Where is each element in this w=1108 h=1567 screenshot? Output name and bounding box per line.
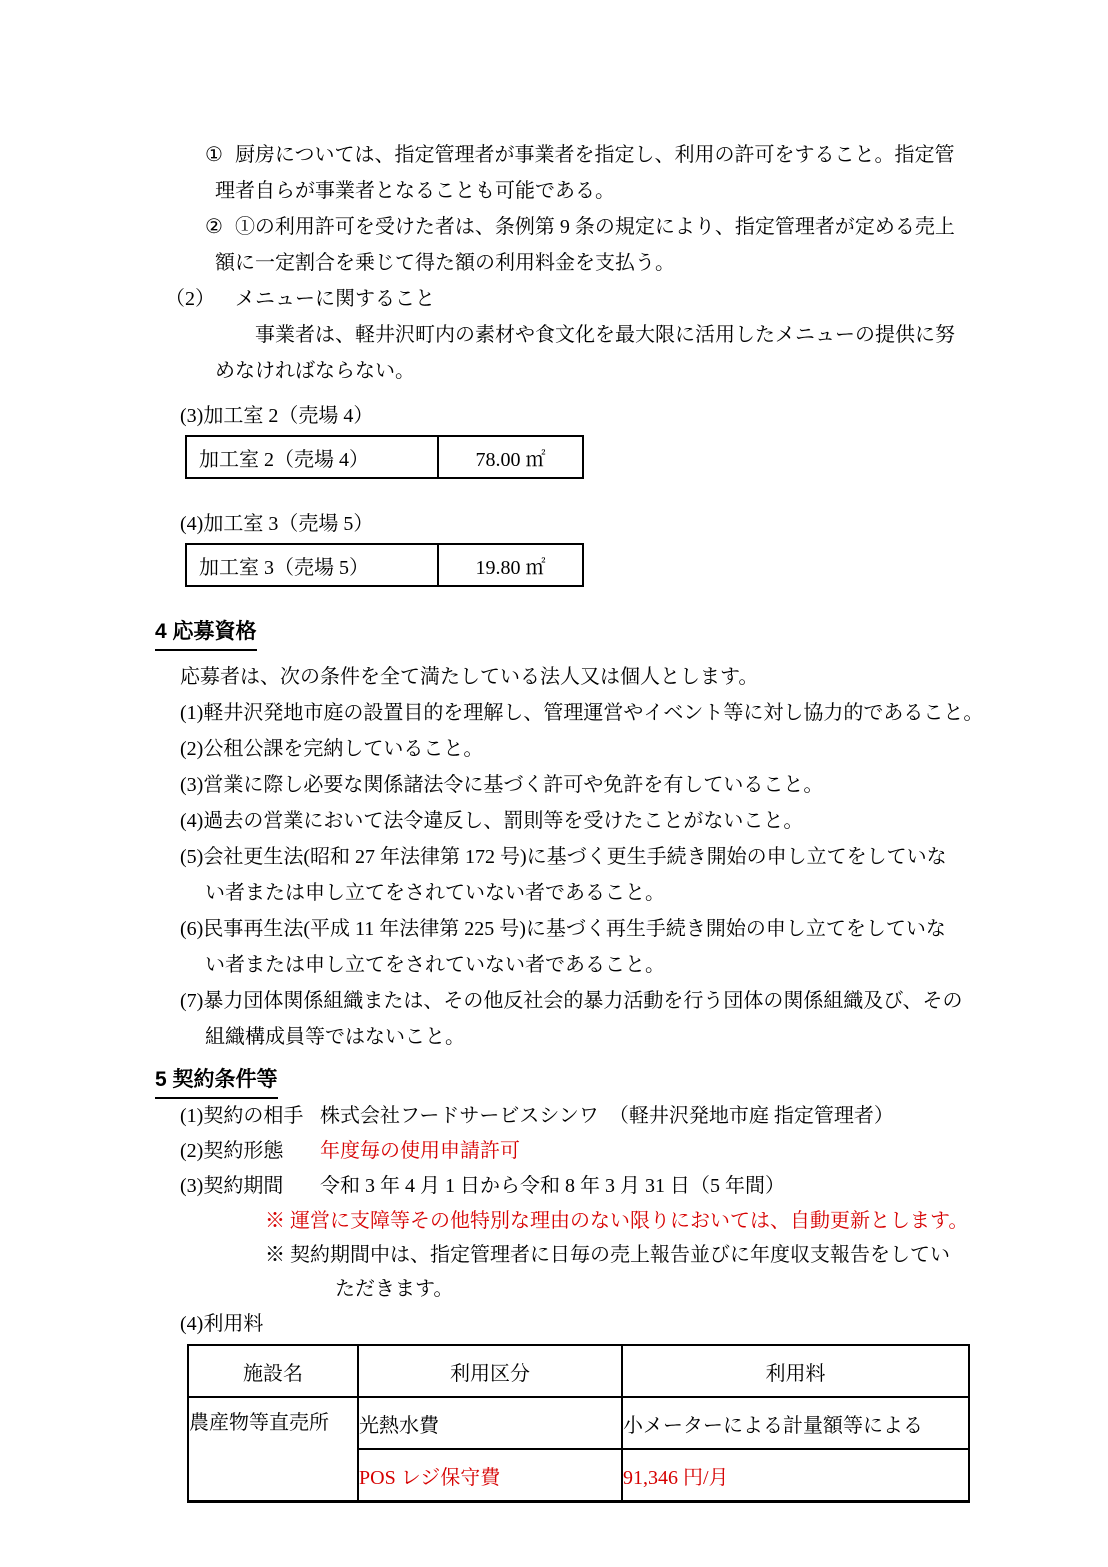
numbered-item-2 <box>155 209 988 281</box>
section-heading-contract: 5 契約条件等 <box>155 1065 988 1099</box>
contract-partner-label: (1)契約の相手 <box>180 1105 304 1127</box>
qualification-item-6: (6)民事再生法(平成 11 年法律第 225 号)に基づく再生手続き開始の申し立てをしていな い者または申し立てをされていない者であること。 <box>180 918 946 976</box>
qualification-intro: 応募者は、次の条件を全て満たしている法人又は個人とします。 <box>180 666 759 688</box>
room3-area-cell: 19.80 ㎡ <box>438 544 583 586</box>
contract-period-label: (3)契約期間 <box>180 1175 284 1197</box>
circled-1-marker: ① <box>205 144 223 166</box>
room3-size-table <box>185 543 584 587</box>
qualification-item-1: (1)軽井沢発地市庭の設置目的を理解し、管理運営やイベント等に対し協力的であること。 <box>180 702 984 724</box>
room2-name-cell: 加工室 2（売場 4） <box>186 436 438 478</box>
fee-division-cell-1: 光熱水費 <box>358 1397 622 1449</box>
section-heading-qualification: 4 応募資格 <box>155 617 988 651</box>
room2-size-table <box>185 435 584 479</box>
table-row <box>186 436 583 478</box>
contract-partner-value: 株式会社フードサービスシンワ （軽井沢発地市庭 指定管理者） <box>320 1105 894 1127</box>
fee-header-fee: 利用料 <box>622 1345 969 1397</box>
fee-header-division: 利用区分 <box>358 1345 622 1397</box>
contract-form-value: 年度毎の使用申請許可 <box>320 1140 520 1162</box>
fee-table-header-row <box>188 1345 969 1397</box>
qualification-item-7: (7)暴力団体関係組織または、その他反社会的暴力活動を行う団体の関係組織及び、その 組織構成員等ではないこと。 <box>180 990 963 1048</box>
qualification-list <box>155 695 988 1055</box>
paren-2-marker: （2） <box>165 288 215 310</box>
fee-table <box>187 1344 970 1503</box>
fee-facility-cell: 農産物等直売所 <box>188 1397 358 1502</box>
numbered-item-2-line-1: ② ①の利用許可を受けた者は、条例第 9 条の規定により、指定管理者が定める売上 <box>205 209 988 245</box>
note-sales-report: ※ 契約期間中は、指定管理者に日毎の売上報告並びに年度収支報告をしてい ただきます。 <box>265 1244 950 1300</box>
numbered-item-1-line-1: ① 厨房については、指定管理者が事業者を指定し、利用の許可をすること。指定管 <box>205 137 988 173</box>
room2-label: (3)加工室 2（売場 4） <box>180 405 374 427</box>
table-row <box>186 544 583 586</box>
numbered-item-1-line-2: 理者自らが事業者となることも可能である。 <box>215 180 615 202</box>
room2-area-cell: 78.00 ㎡ <box>438 436 583 478</box>
fee-header-facility: 施設名 <box>188 1345 358 1397</box>
contract-form-label: (2)契約形態 <box>180 1140 284 1162</box>
numbered-item-1 <box>155 137 988 209</box>
paren-item-2 <box>155 281 988 389</box>
qualification-item-5: (5)会社更生法(昭和 27 年法律第 172 号)に基づく更生手続き開始の申し立てをしていな い者または申し立てをされていない者であること。 <box>180 846 947 904</box>
menu-paragraph-line-2: めなければならない。 <box>215 360 415 382</box>
note-auto-renewal: ※ 運営に支障等その他特別な理由のない限りにおいては、自動更新とします。 <box>265 1210 969 1232</box>
fee-section-label: (4)利用料 <box>180 1313 264 1335</box>
room3-name-cell: 加工室 3（売場 5） <box>186 544 438 586</box>
contract-form-line <box>155 1134 988 1169</box>
qualification-item-2: (2)公租公課を完納していること。 <box>180 738 484 760</box>
contract-period-value: 令和 3 年 4 月 1 日から令和 8 年 3 月 31 日（5 年間） <box>320 1175 785 1197</box>
numbered-item-2-line-2: 額に一定割合を乗じて得た額の利用料金を支払う。 <box>215 252 675 274</box>
menu-paragraph-line-1: 事業者は、軽井沢町内の素材や食文化を最大限に活用したメニューの提供に努 <box>255 324 955 346</box>
room3-label: (4)加工室 3（売場 5） <box>180 513 374 535</box>
contract-period-line <box>155 1169 988 1204</box>
paren-item-2-title: （2） メニューに関すること <box>165 288 435 310</box>
fee-amount-cell-1: 小メーターによる計量額等による <box>622 1397 969 1449</box>
fee-amount-cell-2: 91,346 円/月 <box>622 1449 969 1502</box>
qualification-item-4: (4)過去の営業において法令違反し、罰則等を受けたことがないこと。 <box>180 810 804 832</box>
fee-table-row-1 <box>188 1397 969 1449</box>
fee-division-cell-2: POS レジ保守費 <box>358 1449 622 1502</box>
circled-2-marker: ② <box>205 216 223 238</box>
qualification-item-3: (3)営業に際し必要な関係諸法令に基づく許可や免許を有していること。 <box>180 774 824 796</box>
contract-partner-line <box>155 1099 988 1134</box>
